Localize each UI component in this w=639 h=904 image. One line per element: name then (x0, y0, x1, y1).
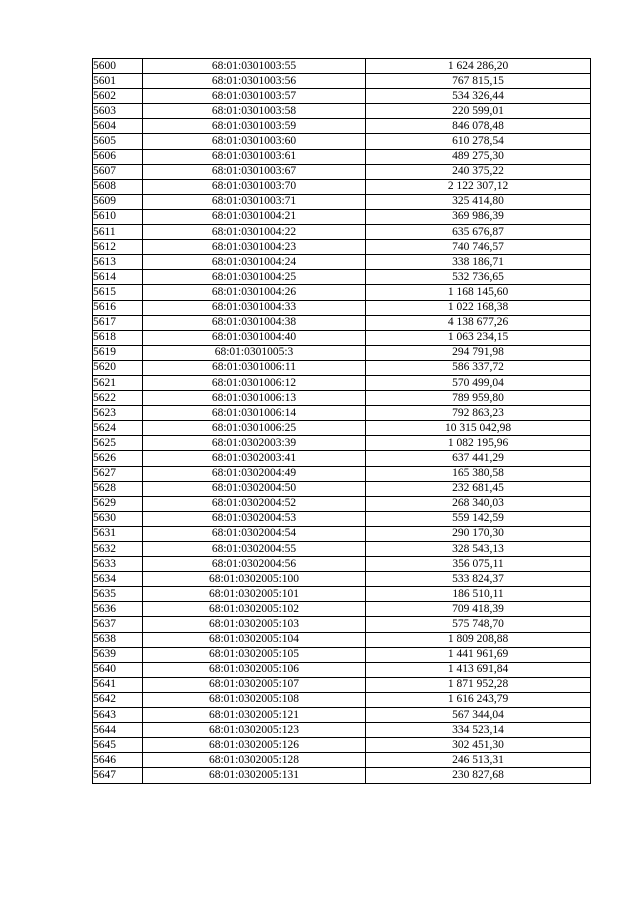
table-row (93, 194, 591, 209)
row-number-cell: 5618 (93, 330, 143, 345)
table-row (93, 768, 591, 783)
cadastral-value-cell: 230 827,68 (366, 768, 591, 783)
cadastral-value-cell: 767 815,15 (366, 74, 591, 89)
cadastral-value-cell: 1 063 234,15 (366, 330, 591, 345)
cadastral-value-cell: 10 315 042,98 (366, 421, 591, 436)
cadastral-number-cell: 68:01:0301003:55 (143, 59, 366, 74)
table-row (93, 255, 591, 270)
cadastral-number-cell: 68:01:0301006:14 (143, 406, 366, 421)
cadastral-number-cell: 68:01:0302005:126 (143, 738, 366, 753)
cadastral-number-cell: 68:01:0302005:108 (143, 692, 366, 707)
cadastral-value-cell: 846 078,48 (366, 119, 591, 134)
cadastral-number-cell: 68:01:0301004:24 (143, 255, 366, 270)
row-number-cell: 5613 (93, 255, 143, 270)
cadastral-value-cell: 789 959,80 (366, 391, 591, 406)
cadastral-value-cell: 4 138 677,26 (366, 315, 591, 330)
cadastral-value-cell: 356 075,11 (366, 557, 591, 572)
cadastral-value-cell: 268 340,03 (366, 496, 591, 511)
row-number-cell: 5646 (93, 753, 143, 768)
cadastral-number-cell: 68:01:0301003:60 (143, 134, 366, 149)
row-number-cell: 5632 (93, 542, 143, 557)
table-row (93, 270, 591, 285)
table-row (93, 119, 591, 134)
table-row (93, 738, 591, 753)
cadastral-value-cell: 165 380,58 (366, 466, 591, 481)
cadastral-number-cell: 68:01:0302005:128 (143, 753, 366, 768)
table-row (93, 692, 591, 707)
cadastral-number-cell: 68:01:0302005:102 (143, 602, 366, 617)
cadastral-value-cell: 325 414,80 (366, 194, 591, 209)
cadastral-number-cell: 68:01:0301004:25 (143, 270, 366, 285)
row-number-cell: 5606 (93, 149, 143, 164)
row-number-cell: 5635 (93, 587, 143, 602)
cadastral-number-cell: 68:01:0302004:50 (143, 481, 366, 496)
table-row (93, 104, 591, 119)
row-number-cell: 5644 (93, 723, 143, 738)
cadastral-number-cell: 68:01:0301003:70 (143, 179, 366, 194)
cadastral-number-cell: 68:01:0302005:131 (143, 768, 366, 783)
table-row (93, 164, 591, 179)
cadastral-number-cell: 68:01:0302003:41 (143, 451, 366, 466)
row-number-cell: 5609 (93, 194, 143, 209)
row-number-cell: 5604 (93, 119, 143, 134)
cadastral-value-cell: 1 624 286,20 (366, 59, 591, 74)
row-number-cell: 5611 (93, 225, 143, 240)
row-number-cell: 5607 (93, 164, 143, 179)
row-number-cell: 5642 (93, 692, 143, 707)
cadastral-number-cell: 68:01:0302005:104 (143, 632, 366, 647)
cadastral-value-cell: 186 510,11 (366, 587, 591, 602)
row-number-cell: 5629 (93, 496, 143, 511)
table-row (93, 240, 591, 255)
table-row (93, 330, 591, 345)
cadastral-value-cell: 1 168 145,60 (366, 285, 591, 300)
row-number-cell: 5601 (93, 74, 143, 89)
cadastral-value-cell: 232 681,45 (366, 481, 591, 496)
cadastral-number-cell: 68:01:0301006:11 (143, 360, 366, 375)
cadastral-number-cell: 68:01:0301006:12 (143, 375, 366, 390)
cadastral-value-cell: 1 413 691,84 (366, 662, 591, 677)
cadastral-value-cell: 240 375,22 (366, 164, 591, 179)
row-number-cell: 5637 (93, 617, 143, 632)
cadastral-number-cell: 68:01:0302005:100 (143, 572, 366, 587)
row-number-cell: 5620 (93, 360, 143, 375)
row-number-cell: 5643 (93, 708, 143, 723)
table-row (93, 149, 591, 164)
table-row (93, 708, 591, 723)
cadastral-number-cell: 68:01:0302004:52 (143, 496, 366, 511)
cadastral-value-cell: 709 418,39 (366, 602, 591, 617)
table-row (93, 542, 591, 557)
cadastral-value-cell: 1 082 195,96 (366, 436, 591, 451)
cadastral-value-cell: 635 676,87 (366, 225, 591, 240)
row-number-cell: 5600 (93, 59, 143, 74)
row-number-cell: 5630 (93, 511, 143, 526)
table-row (93, 647, 591, 662)
row-number-cell: 5634 (93, 572, 143, 587)
cadastral-number-cell: 68:01:0301004:26 (143, 285, 366, 300)
table-row (93, 285, 591, 300)
cadastral-value-cell: 334 523,14 (366, 723, 591, 738)
cadastral-number-cell: 68:01:0302005:101 (143, 587, 366, 602)
cadastral-number-cell: 68:01:0301003:59 (143, 119, 366, 134)
cadastral-value-cell: 328 543,13 (366, 542, 591, 557)
cadastral-value-cell: 290 170,30 (366, 526, 591, 541)
row-number-cell: 5633 (93, 557, 143, 572)
row-number-cell: 5628 (93, 481, 143, 496)
cadastral-number-cell: 68:01:0301004:22 (143, 225, 366, 240)
table-row (93, 632, 591, 647)
table-row (93, 406, 591, 421)
cadastral-number-cell: 68:01:0301003:56 (143, 74, 366, 89)
cadastral-number-cell: 68:01:0301004:23 (143, 240, 366, 255)
table-row (93, 360, 591, 375)
table-row (93, 557, 591, 572)
cadastral-number-cell: 68:01:0301003:57 (143, 89, 366, 104)
table-row (93, 496, 591, 511)
row-number-cell: 5617 (93, 315, 143, 330)
cadastral-number-cell: 68:01:0301004:33 (143, 300, 366, 315)
cadastral-value-cell: 559 142,59 (366, 511, 591, 526)
table-row (93, 179, 591, 194)
cadastral-value-cell: 302 451,30 (366, 738, 591, 753)
cadastral-number-cell: 68:01:0302004:49 (143, 466, 366, 481)
table-row (93, 451, 591, 466)
table-row (93, 315, 591, 330)
row-number-cell: 5616 (93, 300, 143, 315)
row-number-cell: 5614 (93, 270, 143, 285)
table-row (93, 602, 591, 617)
table-row (93, 300, 591, 315)
table-row (93, 587, 591, 602)
row-number-cell: 5627 (93, 466, 143, 481)
cadastral-number-cell: 68:01:0301006:13 (143, 391, 366, 406)
cadastral-number-cell: 68:01:0302005:103 (143, 617, 366, 632)
table-row (93, 59, 591, 74)
cadastral-number-cell: 68:01:0301005:3 (143, 345, 366, 360)
cadastral-value-cell: 220 599,01 (366, 104, 591, 119)
table-row (93, 662, 591, 677)
cadastral-value-cell: 533 824,37 (366, 572, 591, 587)
row-number-cell: 5603 (93, 104, 143, 119)
cadastral-number-cell: 68:01:0302003:39 (143, 436, 366, 451)
cadastral-value-cell: 1 441 961,69 (366, 647, 591, 662)
table-row (93, 617, 591, 632)
cadastral-value-cell: 575 748,70 (366, 617, 591, 632)
table-body (93, 59, 591, 784)
table-row (93, 89, 591, 104)
cadastral-number-cell: 68:01:0302005:106 (143, 662, 366, 677)
cadastral-number-cell: 68:01:0302004:53 (143, 511, 366, 526)
table-row (93, 677, 591, 692)
cadastral-value-cell: 1 809 208,88 (366, 632, 591, 647)
row-number-cell: 5641 (93, 677, 143, 692)
row-number-cell: 5605 (93, 134, 143, 149)
cadastral-value-cell: 567 344,04 (366, 708, 591, 723)
table-row (93, 134, 591, 149)
cadastral-value-cell: 489 275,30 (366, 149, 591, 164)
cadastral-value-table (92, 58, 591, 784)
cadastral-number-cell: 68:01:0301003:58 (143, 104, 366, 119)
cadastral-number-cell: 68:01:0302005:105 (143, 647, 366, 662)
row-number-cell: 5647 (93, 768, 143, 783)
table-row (93, 723, 591, 738)
table-row (93, 74, 591, 89)
row-number-cell: 5625 (93, 436, 143, 451)
table-row (93, 481, 591, 496)
cadastral-number-cell: 68:01:0301004:38 (143, 315, 366, 330)
row-number-cell: 5638 (93, 632, 143, 647)
table-row (93, 753, 591, 768)
row-number-cell: 5619 (93, 345, 143, 360)
cadastral-number-cell: 68:01:0302005:121 (143, 708, 366, 723)
cadastral-number-cell: 68:01:0301003:61 (143, 149, 366, 164)
cadastral-number-cell: 68:01:0302005:123 (143, 723, 366, 738)
row-number-cell: 5640 (93, 662, 143, 677)
cadastral-value-cell: 2 122 307,12 (366, 179, 591, 194)
cadastral-value-cell: 1 871 952,28 (366, 677, 591, 692)
cadastral-number-cell: 68:01:0302004:56 (143, 557, 366, 572)
row-number-cell: 5623 (93, 406, 143, 421)
cadastral-value-cell: 534 326,44 (366, 89, 591, 104)
cadastral-value-cell: 338 186,71 (366, 255, 591, 270)
cadastral-value-cell: 532 736,65 (366, 270, 591, 285)
cadastral-number-cell: 68:01:0301004:40 (143, 330, 366, 345)
cadastral-value-cell: 369 986,39 (366, 209, 591, 224)
row-number-cell: 5621 (93, 375, 143, 390)
row-number-cell: 5636 (93, 602, 143, 617)
cadastral-number-cell: 68:01:0301003:67 (143, 164, 366, 179)
table-row (93, 511, 591, 526)
cadastral-number-cell: 68:01:0301006:25 (143, 421, 366, 436)
table-row (93, 209, 591, 224)
cadastral-number-cell: 68:01:0302004:55 (143, 542, 366, 557)
row-number-cell: 5608 (93, 179, 143, 194)
table-row (93, 466, 591, 481)
row-number-cell: 5626 (93, 451, 143, 466)
table-row (93, 375, 591, 390)
row-number-cell: 5602 (93, 89, 143, 104)
table-row (93, 391, 591, 406)
table-row (93, 421, 591, 436)
row-number-cell: 5622 (93, 391, 143, 406)
cadastral-value-cell: 610 278,54 (366, 134, 591, 149)
table-row (93, 225, 591, 240)
cadastral-value-cell: 570 499,04 (366, 375, 591, 390)
row-number-cell: 5624 (93, 421, 143, 436)
cadastral-value-cell: 1 616 243,79 (366, 692, 591, 707)
row-number-cell: 5631 (93, 526, 143, 541)
table-row (93, 345, 591, 360)
cadastral-number-cell: 68:01:0302005:107 (143, 677, 366, 692)
row-number-cell: 5615 (93, 285, 143, 300)
row-number-cell: 5645 (93, 738, 143, 753)
cadastral-value-cell: 1 022 168,38 (366, 300, 591, 315)
row-number-cell: 5639 (93, 647, 143, 662)
table-row (93, 572, 591, 587)
cadastral-value-cell: 637 441,29 (366, 451, 591, 466)
row-number-cell: 5612 (93, 240, 143, 255)
cadastral-number-cell: 68:01:0301004:21 (143, 209, 366, 224)
cadastral-value-cell: 792 863,23 (366, 406, 591, 421)
row-number-cell: 5610 (93, 209, 143, 224)
cadastral-value-cell: 740 746,57 (366, 240, 591, 255)
table-row (93, 436, 591, 451)
cadastral-value-cell: 586 337,72 (366, 360, 591, 375)
cadastral-number-cell: 68:01:0301003:71 (143, 194, 366, 209)
table-row (93, 526, 591, 541)
cadastral-value-cell: 246 513,31 (366, 753, 591, 768)
cadastral-value-cell: 294 791,98 (366, 345, 591, 360)
cadastral-number-cell: 68:01:0302004:54 (143, 526, 366, 541)
